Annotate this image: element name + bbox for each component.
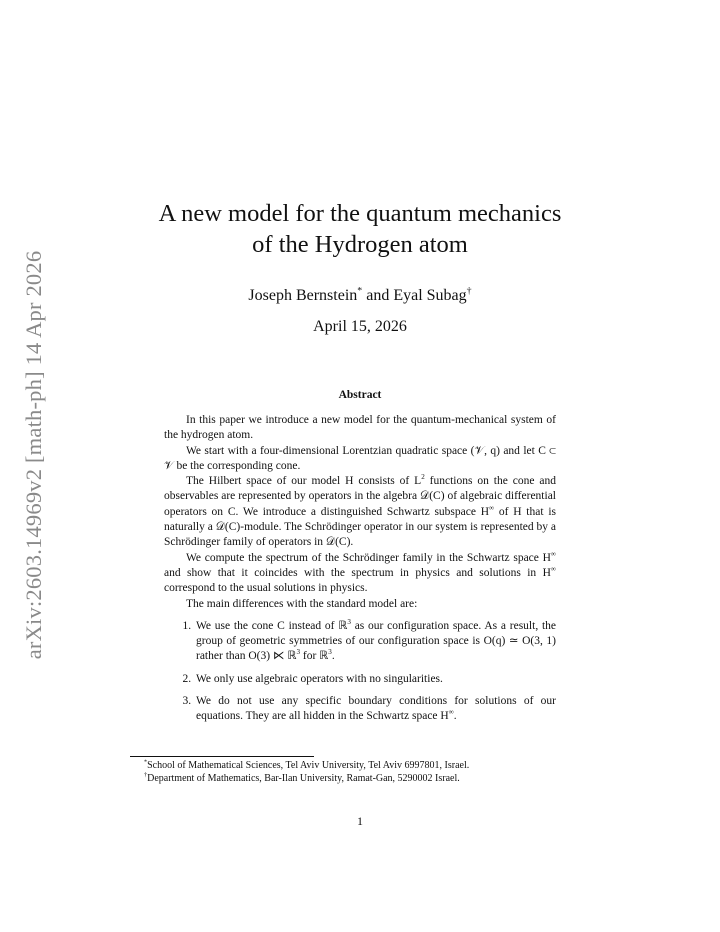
arxiv-identifier: arXiv:2603.14969v2 [math-ph] 14 Apr 2026 — [21, 250, 46, 660]
superscript: ∞ — [550, 565, 556, 574]
title-line-2: of the Hydrogen atom — [252, 231, 468, 258]
author-1-mark: * — [357, 285, 363, 297]
text-run: The Hilbert space of our model H consists of L — [186, 475, 422, 488]
list-item: 2. We only use algebraic operators with no singularities. — [194, 672, 556, 687]
text-run: correspond to the usual solutions in physics. — [164, 582, 368, 595]
arxiv-sidebar — [16, 250, 52, 660]
footnote-1 — [144, 760, 584, 773]
superscript: 3 — [328, 648, 332, 657]
abstract-paragraph-1: In this paper we introduce a new model for the quantum-mechanical system of the hydrogen atom. — [164, 414, 556, 442]
footnote-rule — [130, 756, 314, 757]
paper-title — [100, 198, 620, 260]
author-separator: and — [362, 287, 394, 304]
text-run: We do not use any specific boundary conditions for solutions of our equations. They are all hidden in the Schwartz space H — [196, 695, 556, 723]
abstract-body — [164, 413, 556, 732]
list-item — [194, 694, 556, 725]
superscript: ∞ — [448, 708, 454, 717]
footnote-2 — [144, 773, 584, 786]
footnotes — [144, 760, 584, 785]
text-run: as our configuration space. As a result, the group of geometric symmetries of our configuration space is O(q) ≃ O(3, 1) rather than O(3) ⋉ ℝ — [196, 619, 557, 663]
author-2-mark: † — [466, 285, 472, 297]
author-1: Joseph Bernstein — [248, 287, 358, 304]
list-item — [194, 619, 556, 665]
text-run: We use the cone C instead of ℝ — [196, 619, 348, 632]
title-line-1: A new model for the quantum mechanics — [158, 200, 562, 227]
text-run: of H that is naturally a 𝒟(C)-module. The Schrödinger operator in our system is represented by a Schrödinger family of operators in 𝒟(C). — [164, 505, 556, 549]
paper-date: April 15, 2026 — [313, 318, 407, 335]
abstract-paragraph-4 — [164, 551, 556, 597]
superscript: 3 — [296, 648, 300, 657]
text-run: and show that it coincides with the spectrum in physics and solutions in H — [164, 566, 551, 579]
superscript: ∞ — [489, 503, 495, 512]
superscript: ∞ — [550, 549, 556, 558]
text-run: functions on the cone and observables are represented by operators in the algebra 𝒟(C) of algebraic differential operators on C. We introduce a distinguished Schwartz subspace H — [164, 475, 556, 518]
author-list — [100, 287, 620, 305]
superscript: 3 — [347, 618, 351, 627]
abstract-paragraph-2: We start with a four-dimensional Lorentzian quadratic space (𝒱, q) and let C ⊂ 𝒱 be the corresponding cone. — [164, 444, 556, 472]
abstract-paragraph-5: The main differences with the standard model are: — [186, 597, 418, 610]
abstract-paragraph-3 — [164, 474, 556, 550]
footnote-text: School of Mathematical Sciences, Tel Aviv University, Tel Aviv 6997801, Israel. — [147, 760, 470, 771]
text-run: for ℝ — [300, 650, 329, 663]
footnote-mark: * — [144, 758, 148, 766]
text-run: . — [331, 650, 335, 663]
text-run: . — [453, 710, 457, 723]
differences-list — [164, 619, 556, 725]
author-2: Eyal Subag — [393, 287, 467, 304]
footnote-mark: † — [144, 771, 148, 779]
page-number: 1 — [357, 814, 363, 828]
superscript: 2 — [421, 473, 425, 482]
abstract-heading: Abstract — [338, 389, 382, 401]
text-run: We compute the spectrum of the Schrödinger family in the Schwartz space H — [186, 551, 551, 564]
footnote-text: Department of Mathematics, Bar-Ilan University, Ramat-Gan, 5290002 Israel. — [147, 772, 460, 784]
